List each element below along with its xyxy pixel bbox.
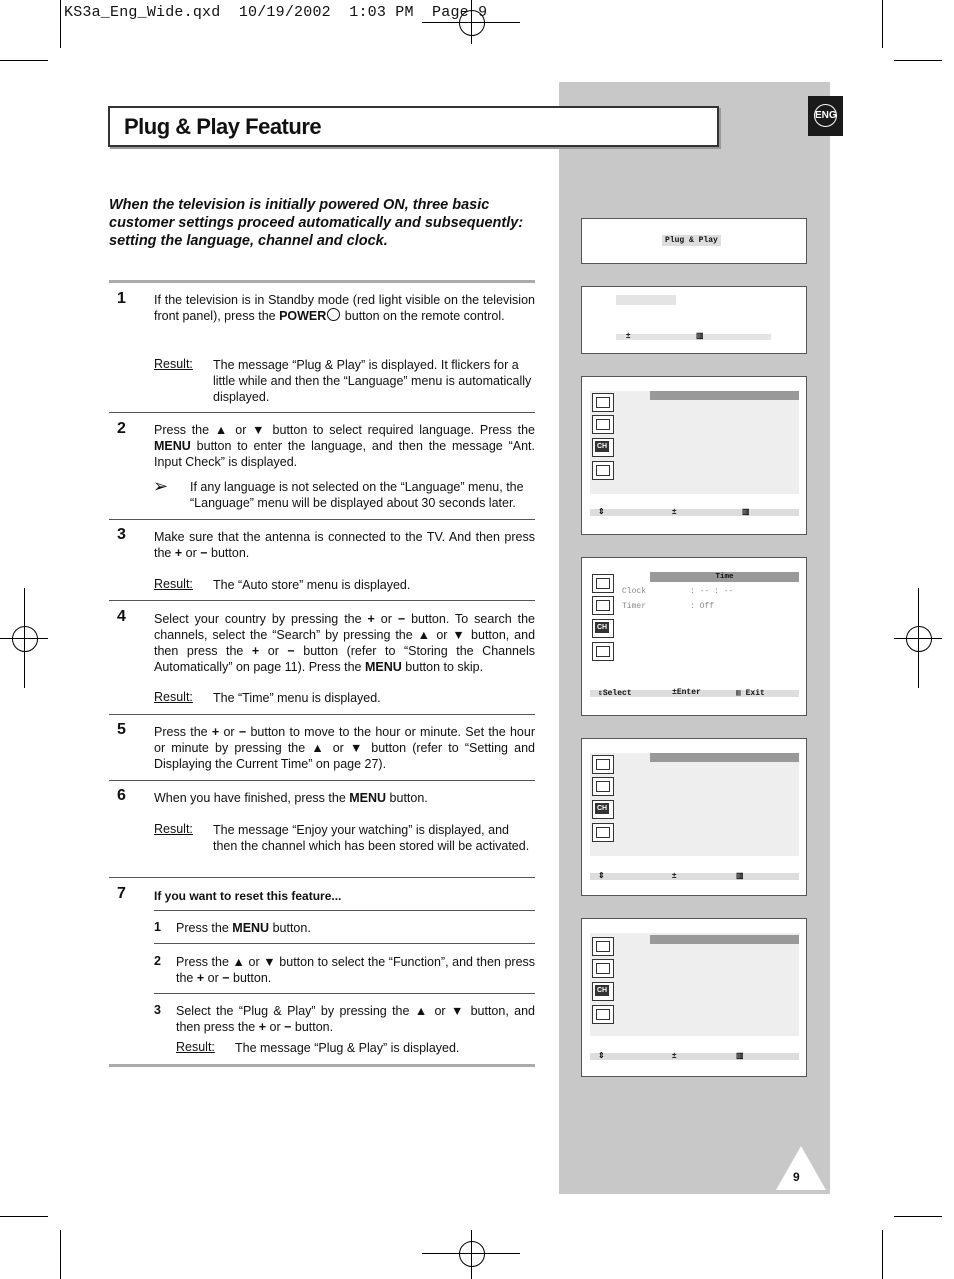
footer-exit: ▥ Exit xyxy=(736,689,765,698)
sound-icon xyxy=(592,959,614,978)
minus-icon: − xyxy=(397,612,406,626)
footer-select: ⇕Select xyxy=(598,689,632,698)
menu-icon: ▥ xyxy=(742,507,750,516)
time-menu-title: Time xyxy=(650,572,799,582)
plus-icon: + xyxy=(174,546,183,560)
clock-value: : -- : -- xyxy=(690,587,734,596)
registration-mark xyxy=(459,1241,485,1267)
timer-label: Timer xyxy=(622,602,647,611)
step-number: 4 xyxy=(117,608,126,625)
menu-icon: ▥ xyxy=(736,871,744,880)
registration-mark xyxy=(918,588,919,688)
menu-header xyxy=(650,753,799,762)
divider xyxy=(109,1064,535,1067)
plus-icon: + xyxy=(196,971,205,985)
divider xyxy=(154,943,535,944)
footer-bar xyxy=(590,873,799,880)
picture-icon xyxy=(592,574,614,593)
registration-mark xyxy=(24,588,25,688)
plus-minus-icon: ± xyxy=(672,1051,677,1060)
language-badge xyxy=(808,96,843,136)
minus-icon: − xyxy=(200,546,208,560)
up-arrow-icon: ▲ xyxy=(214,423,230,437)
tv-screen-menu xyxy=(581,376,807,535)
crop-mark xyxy=(882,1230,883,1279)
crop-mark xyxy=(60,0,61,48)
minus-icon: − xyxy=(238,725,247,739)
title-box xyxy=(108,106,719,147)
crop-mark xyxy=(0,60,48,61)
step-number: 2 xyxy=(117,420,126,437)
result-label: Result: xyxy=(154,577,193,591)
divider xyxy=(109,600,535,601)
step-number: 7 xyxy=(117,885,126,902)
up-arrow-icon: ▲ xyxy=(311,741,327,755)
divider xyxy=(109,280,535,283)
setup-icon xyxy=(592,823,614,842)
plug-play-label: Plug & Play xyxy=(662,235,721,246)
plus-minus-icon: ± xyxy=(672,871,677,880)
substep-number: 2 xyxy=(154,954,161,968)
menu-body xyxy=(590,933,799,1036)
result-text: The message “Plug & Play” is displayed. It flickers for a little while and then the “Language” menu is automatically displayed. xyxy=(213,358,532,404)
updown-icon: ⇕ xyxy=(598,871,605,880)
channel-icon: CH xyxy=(592,619,614,638)
substep-number: 1 xyxy=(154,920,161,934)
timer-value: : Off xyxy=(690,602,715,611)
page-number: 9 xyxy=(793,1170,800,1184)
setup-icon xyxy=(592,642,614,661)
note-arrow-icon: ➢ xyxy=(153,476,169,496)
sound-icon xyxy=(592,596,614,615)
crop-mark xyxy=(882,0,883,48)
divider xyxy=(109,877,535,878)
result-text: The message “Plug & Play” is displayed. xyxy=(235,1041,460,1055)
picture-icon xyxy=(592,755,614,774)
minus-icon: − xyxy=(287,644,295,658)
tv-screen-menu xyxy=(581,918,807,1077)
eng-label: ENG xyxy=(814,104,837,127)
divider xyxy=(109,519,535,520)
menu-body xyxy=(590,753,799,856)
menu-body xyxy=(590,391,799,494)
clock-label: Clock xyxy=(622,587,647,596)
minus-icon: − xyxy=(284,1020,292,1034)
divider xyxy=(154,993,535,994)
updown-icon: ⇕ xyxy=(598,1051,605,1060)
channel-icon: CH xyxy=(592,800,614,819)
down-arrow-icon: ▼ xyxy=(263,955,276,969)
step-text: Make sure that the antenna is connected to the TV. And then press the + or − button. xyxy=(154,530,535,560)
crop-mark xyxy=(0,1216,48,1217)
channel-icon: CH xyxy=(592,438,614,457)
footer-bar xyxy=(590,509,799,516)
updown-icon: ⇕ xyxy=(598,507,605,516)
minus-icon: − xyxy=(222,971,230,985)
picture-icon xyxy=(592,937,614,956)
divider xyxy=(154,910,535,911)
plus-minus-icon: ± xyxy=(626,331,631,340)
sound-icon xyxy=(592,777,614,796)
setup-icon xyxy=(592,1005,614,1024)
tv-screen-time xyxy=(581,557,807,716)
down-arrow-icon: ▼ xyxy=(450,1004,466,1018)
file-header: KS3a_Eng_Wide.qxd 10/19/2002 1:03 PM Page 9 xyxy=(64,4,488,21)
up-arrow-icon: ▲ xyxy=(414,1004,430,1018)
picture-icon xyxy=(592,393,614,412)
down-arrow-icon: ▼ xyxy=(452,628,467,642)
tv-screen-menu xyxy=(581,738,807,896)
divider xyxy=(109,412,535,413)
tv-screen-language xyxy=(581,286,807,354)
page-number-triangle xyxy=(776,1146,826,1190)
result-label: Result: xyxy=(154,822,193,836)
substep-text: Select the “Plug & Play” by pressing the ▲ or ▼ button, and then press the + or − button. xyxy=(176,1004,536,1034)
step-text: Select your country by pressing the + or − button. To search the channels, select the “Search” by pressing the ▲ or ▼ button, and then press the + or − button (refer to “Storing the Channels Automatically” on page 11). Press the MENU button to skip. xyxy=(154,612,536,674)
page-title: Plug & Play Feature xyxy=(124,114,322,139)
registration-mark xyxy=(906,626,932,652)
divider xyxy=(109,714,535,715)
substep-number: 3 xyxy=(154,1003,161,1017)
substep-text: Press the MENU button. xyxy=(176,921,311,935)
step-text: When you have finished, press the MENU button. xyxy=(154,791,428,805)
footer-bar xyxy=(616,334,771,340)
channel-icon: CH xyxy=(592,982,614,1001)
step-heading: If you want to reset this feature... xyxy=(154,889,342,903)
result-text: The “Auto store” menu is displayed. xyxy=(213,578,411,592)
down-arrow-icon: ▼ xyxy=(350,741,366,755)
footer-bar xyxy=(590,1053,799,1060)
down-arrow-icon: ▼ xyxy=(252,423,267,437)
tv-screen-plug-play xyxy=(581,218,807,264)
plus-icon: + xyxy=(251,644,260,658)
substep-text: Press the ▲ or ▼ button to select the “Function”, and then press the + or − button. xyxy=(176,955,536,985)
setup-icon xyxy=(592,461,614,480)
plus-icon: + xyxy=(258,1020,267,1034)
intro-text: When the television is initially powered ON, three basic customer settings proceed automatically and subsequently: setting the language, channel and clock. xyxy=(109,197,524,249)
result-label: Result: xyxy=(154,357,193,371)
result-label: Result: xyxy=(176,1040,215,1054)
menu-header xyxy=(650,935,799,944)
sound-icon xyxy=(592,415,614,434)
crop-mark xyxy=(60,1230,61,1279)
up-arrow-icon: ▲ xyxy=(417,628,432,642)
crop-mark xyxy=(894,60,942,61)
step-number: 3 xyxy=(117,526,126,543)
step-text: Press the + or − button to move to the hour or minute. Set the hour or minute by pressing the ▲ or ▼ button (refer to “Setting and Displaying the Current Time” on page 27). xyxy=(154,725,536,771)
menu-header xyxy=(616,295,676,305)
registration-mark xyxy=(12,626,38,652)
up-arrow-icon: ▲ xyxy=(232,955,245,969)
plus-icon: + xyxy=(367,612,375,626)
step-text: If the television is in Standby mode (red light visible on the television front panel), press the POWER button on the remote control. xyxy=(154,293,535,323)
menu-icon: ▥ xyxy=(696,331,704,340)
result-text: The “Time” menu is displayed. xyxy=(213,691,381,705)
step-number: 5 xyxy=(117,721,126,738)
registration-mark xyxy=(471,1230,472,1279)
step-number: 1 xyxy=(117,290,126,307)
menu-header xyxy=(650,391,799,400)
plus-icon: + xyxy=(211,725,220,739)
result-label: Result: xyxy=(154,690,193,704)
power-icon xyxy=(327,308,340,321)
note-text: If any language is not selected on the “Language” menu, the “Language” menu will be displayed about 30 seconds later. xyxy=(190,480,524,510)
result-text: The message “Enjoy your watching” is displayed, and then the channel which has been stored will be activated. xyxy=(213,823,530,853)
footer-enter: ±Enter xyxy=(672,688,701,697)
menu-icon: ▥ xyxy=(736,1051,744,1060)
crop-mark xyxy=(894,1216,942,1217)
divider xyxy=(109,780,535,781)
plus-minus-icon: ± xyxy=(672,507,677,516)
step-number: 6 xyxy=(117,787,126,804)
step-text: Press the ▲ or ▼ button to select required language. Press the MENU button to enter the language, and then the message “Ant. Input Check” is displayed. xyxy=(154,423,535,469)
